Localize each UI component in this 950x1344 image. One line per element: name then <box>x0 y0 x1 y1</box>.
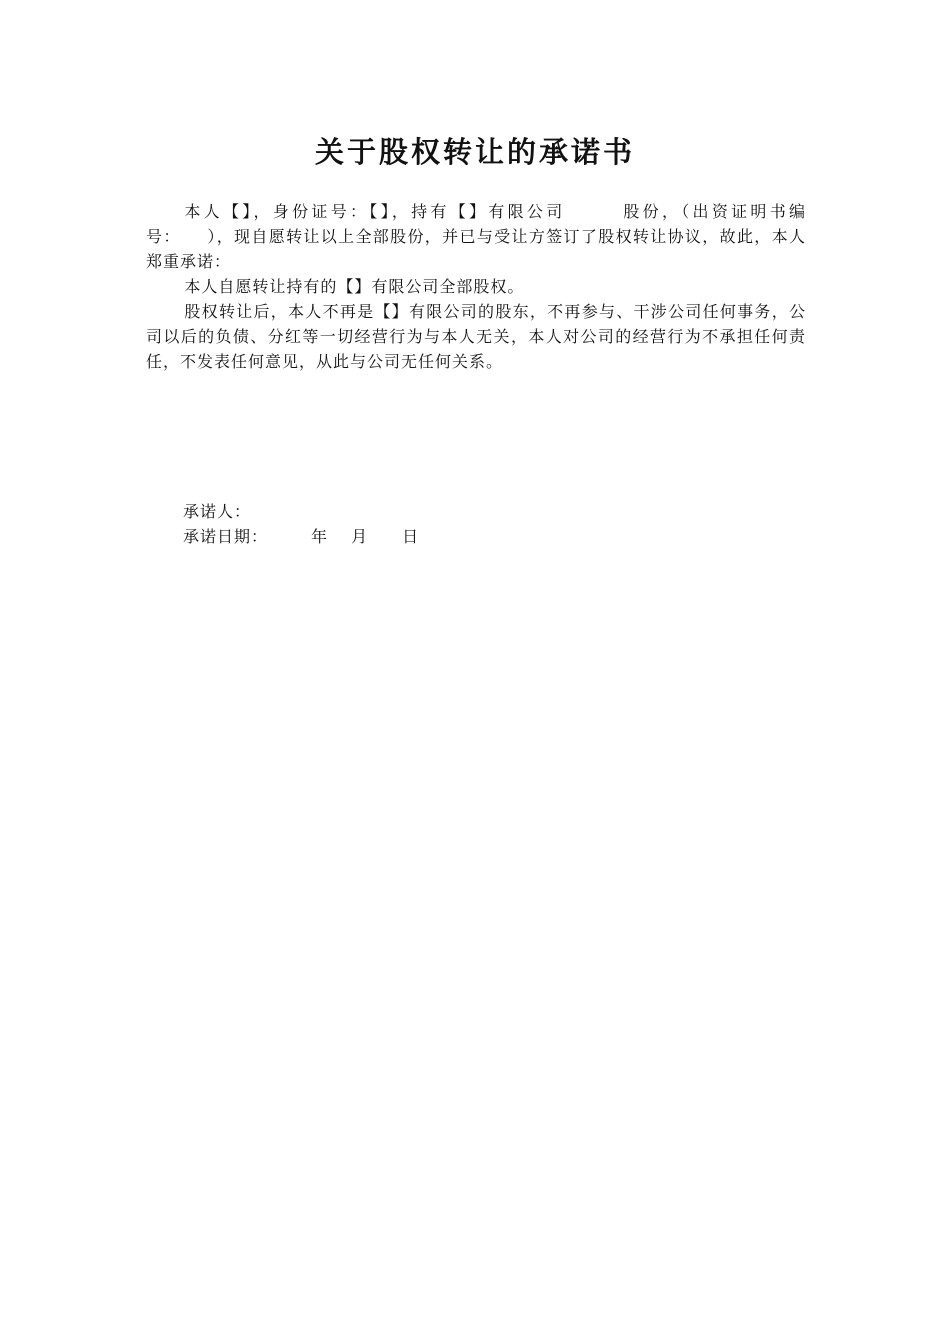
document-title: 关于股权转让的承诺书 <box>314 135 635 169</box>
paragraph-statement: 本人【】，身份证号：【】，持有【】有限公司 股份，（出资证明书编号： ），现自愿转让以上全部股份，并已与受让方签订了股权转让协议，故此，本人郑重承诺： <box>146 202 806 271</box>
paragraph-commitment-1: 本人自愿转让持有的【】有限公司全部股权。 <box>184 277 525 296</box>
document-body <box>146 199 806 374</box>
signature-date-label: 承诺日期： 年 月 日 <box>183 527 420 546</box>
paragraph-commitment-2: 股权转让后，本人不再是【】有限公司的股东，不再参与、干涉公司任何事务，公司以后的负债、分红等一切经营行为与本人无关，本人对公司的经营行为不承担任何责任，不发表任何意见，从此与公司无任何关系。 <box>146 302 806 371</box>
signature-person-label: 承诺人： <box>183 502 252 521</box>
